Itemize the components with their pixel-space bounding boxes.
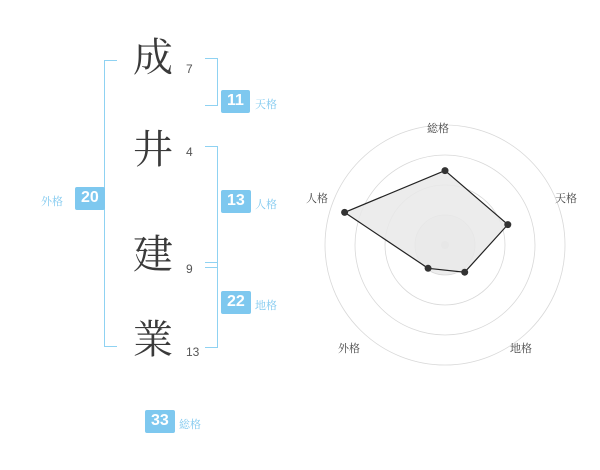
radar-chart — [306, 110, 580, 380]
score-badge-chikaku: 22 — [221, 291, 251, 314]
score-label-jinkaku: 人格 — [255, 199, 277, 211]
stroke-count-2: 4 — [186, 145, 193, 159]
chikaku-bracket — [205, 262, 218, 348]
kanji-char-3: 建 — [133, 232, 173, 278]
tenkaku-bracket — [205, 58, 218, 106]
score-label-gekaku: 外格 — [41, 196, 63, 208]
score-label-chikaku: 地格 — [255, 300, 277, 312]
kanji-char-1: 成 — [133, 35, 173, 81]
axis-label-tenkaku: 天格 — [555, 193, 577, 205]
axis-label-jinkaku: 人格 — [306, 193, 328, 205]
stroke-count-3: 9 — [186, 262, 193, 276]
axis-label-gekaku: 外格 — [338, 343, 360, 355]
stroke-count-4: 13 — [186, 345, 200, 359]
kanji-char-2: 井 — [133, 127, 173, 173]
score-badge-jinkaku: 13 — [221, 190, 251, 213]
score-label-tenkaku: 天格 — [255, 99, 277, 111]
stroke-count-1: 7 — [186, 62, 193, 76]
score-badge-soukaku: 33 — [145, 410, 175, 433]
kanji-char-4: 業 — [133, 317, 173, 363]
score-badge-gekaku: 20 — [75, 187, 105, 210]
outer-bracket — [104, 60, 117, 347]
score-label-soukaku: 総格 — [179, 419, 201, 431]
axis-label-chikaku: 地格 — [510, 343, 532, 355]
score-badge-tenkaku: 11 — [221, 90, 250, 113]
jinkaku-bracket — [205, 146, 218, 268]
axis-label-soukaku: 総格 — [427, 123, 449, 135]
